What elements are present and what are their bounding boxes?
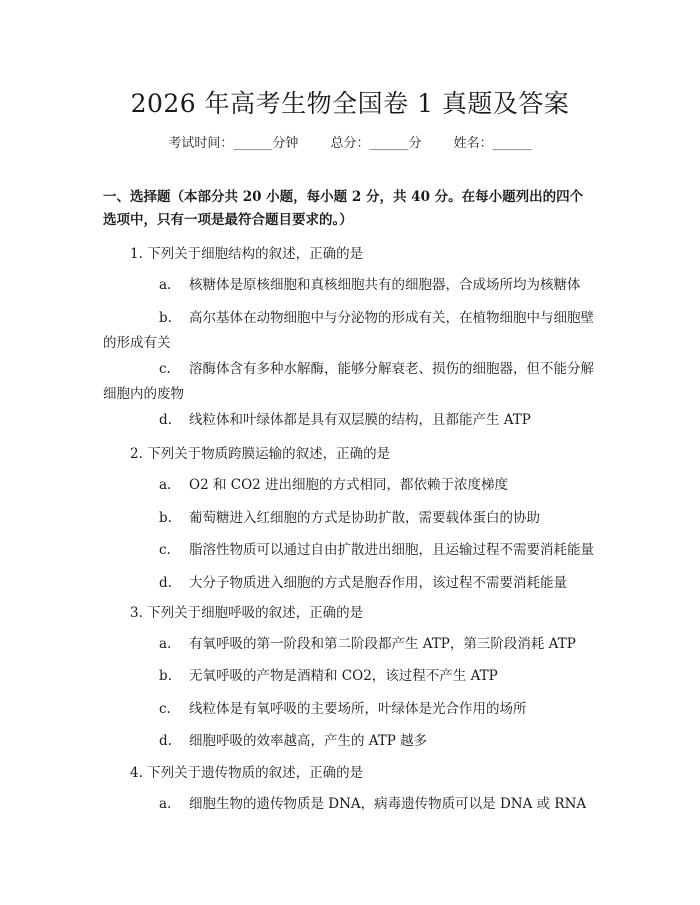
option-letter: b. bbox=[159, 510, 172, 526]
exam-time-field: 考试时间：______分钟 bbox=[168, 136, 299, 151]
option-letter: c. bbox=[159, 542, 171, 558]
option-text: 细胞生物的遗传物质是 DNA，病毒遗传物质可以是 DNA 或 RNA bbox=[189, 796, 587, 812]
option-letter: a. bbox=[159, 277, 172, 293]
option-text: 葡萄糖进入红细胞的方式是协助扩散，需要载体蛋白的协助 bbox=[189, 510, 540, 526]
option-text: 线粒体是有氧呼吸的主要场所，叶绿体是光合作用的场所 bbox=[189, 701, 527, 717]
student-name-field: 姓名：______ bbox=[453, 136, 532, 151]
option-letter: c. bbox=[159, 361, 171, 377]
option-text: 大分子物质进入细胞的方式是胞吞作用，该过程不需要消耗能量 bbox=[189, 575, 567, 591]
exam-meta bbox=[0, 132, 700, 151]
option-text: 脂溶性物质可以通过自由扩散进出细胞，且运输过程不需要消耗能量 bbox=[189, 542, 594, 558]
option-letter: d. bbox=[159, 412, 172, 428]
total-score-field: 总分：______分 bbox=[330, 136, 422, 151]
question-stem: 4. 下列关于遗传物质的叙述，正确的是 bbox=[130, 765, 364, 781]
option-letter: c. bbox=[159, 701, 171, 717]
option-text: O2 和 CO2 进出细胞的方式相同，都依赖于浓度梯度 bbox=[189, 477, 509, 493]
option-letter: b. bbox=[159, 310, 172, 326]
option-text: 无氧呼吸的产物是酒精和 CO2，该过程不产生 ATP bbox=[189, 668, 498, 684]
question-option bbox=[103, 473, 603, 498]
option-text: 有氧呼吸的第一阶段和第二阶段都产生 ATP，第三阶段消耗 ATP bbox=[189, 636, 576, 652]
question-option bbox=[103, 792, 603, 817]
question-option bbox=[103, 538, 603, 563]
document-title: 2026 年高考生物全国卷 1 真题及答案 bbox=[130, 89, 570, 118]
question-option bbox=[103, 273, 603, 298]
option-letter: a. bbox=[159, 796, 172, 812]
option-text: 线粒体和叶绿体都是具有双层膜的结构，且都能产生 ATP bbox=[189, 412, 531, 428]
option-letter: a. bbox=[159, 477, 172, 493]
question-option bbox=[103, 357, 603, 407]
question-option bbox=[103, 306, 603, 356]
option-letter: a. bbox=[159, 636, 172, 652]
question-option bbox=[103, 408, 603, 433]
question-stem: 2. 下列关于物质跨膜运输的叙述，正确的是 bbox=[130, 446, 391, 462]
question-stem: 1. 下列关于细胞结构的叙述，正确的是 bbox=[130, 246, 364, 262]
question-option bbox=[103, 571, 603, 596]
option-letter: d. bbox=[159, 733, 172, 749]
question-option bbox=[103, 729, 603, 754]
section-heading: 一、选择题（本部分共 20 小题，每小题 2 分，共 40 分。在每小题列出的四个选项中，只有一项是最符合题目要求的。） bbox=[103, 189, 584, 228]
option-text: 细胞呼吸的效率越高，产生的 ATP 越多 bbox=[189, 733, 428, 749]
question-stem: 3. 下列关于细胞呼吸的叙述，正确的是 bbox=[130, 605, 364, 621]
option-letter: b. bbox=[159, 668, 172, 684]
option-text: 高尔基体在动物细胞中与分泌物的形成有关，在植物细胞中与细胞壁的形成有关 bbox=[103, 310, 594, 351]
question-option bbox=[103, 506, 603, 531]
option-text: 溶酶体含有多种水解酶，能够分解衰老、损伤的细胞器，但不能分解细胞内的废物 bbox=[103, 361, 594, 402]
question-option bbox=[103, 664, 603, 689]
question-option bbox=[103, 632, 603, 657]
question-option bbox=[103, 697, 603, 722]
option-text: 核糖体是原核细胞和真核细胞共有的细胞器，合成场所均为核糖体 bbox=[189, 277, 581, 293]
option-letter: d. bbox=[159, 575, 172, 591]
